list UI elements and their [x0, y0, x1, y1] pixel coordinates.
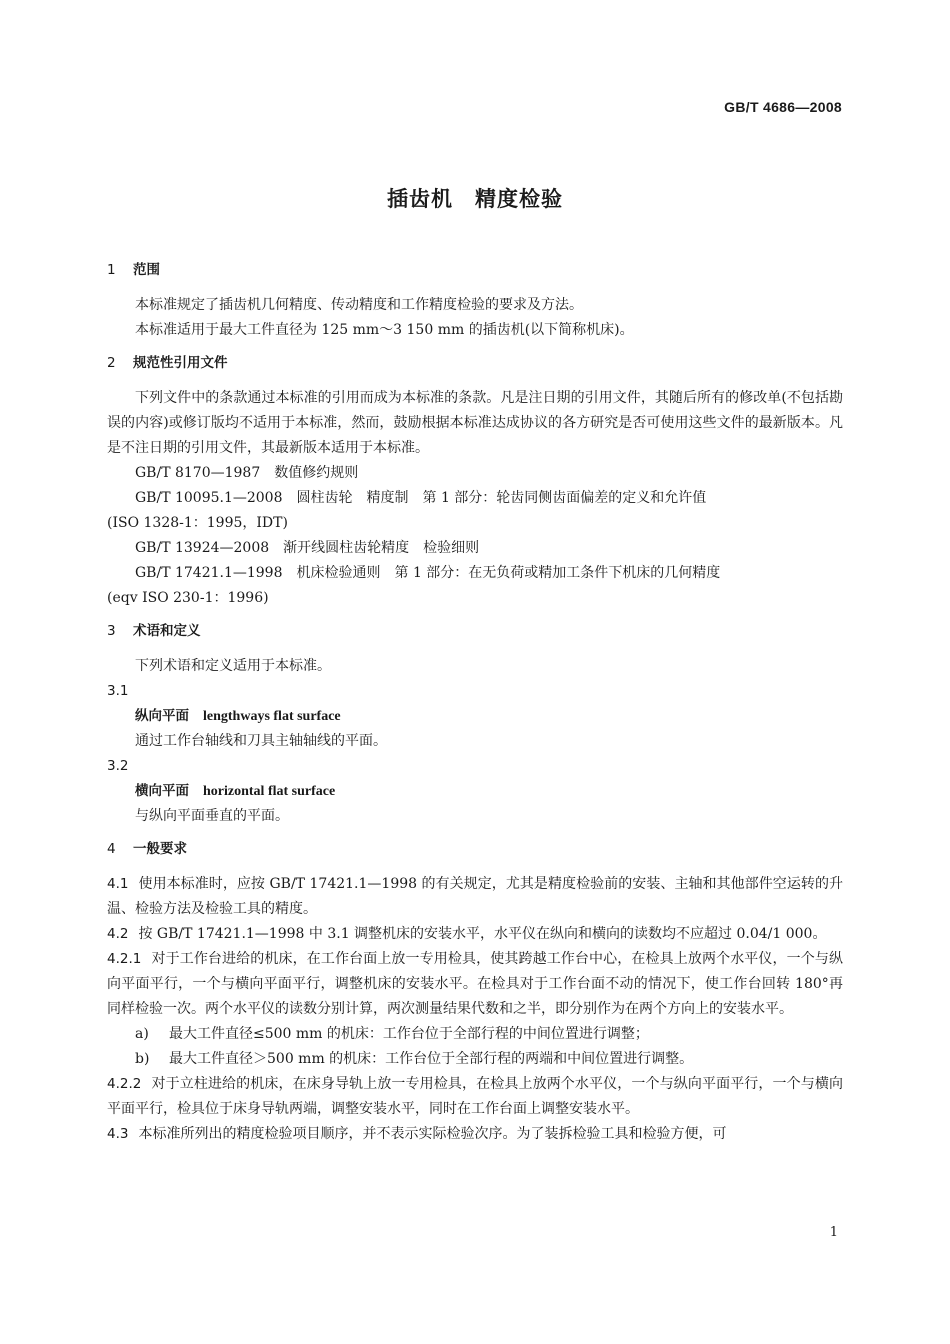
title-part-1: 插齿机	[387, 187, 453, 211]
reference-2-cont: (ISO 1328-1：1995，IDT)	[107, 515, 288, 531]
list-item-b: b) 最大工件直径＞500 mm 的机床：工作台位于全部行程的两端和中间位置进行调整。	[135, 1051, 694, 1067]
term-1-definition: 通过工作台轴线和刀具主轴轴线的平面。	[135, 733, 387, 749]
page-number: 1	[829, 1225, 838, 1240]
section-4-heading: 4 一般要求	[107, 841, 187, 857]
document-title	[0, 183, 950, 213]
document-body	[107, 258, 843, 1147]
reference-4-cont: (eqv ISO 230-1：1996)	[107, 590, 269, 606]
term-2-definition: 与纵向平面垂直的平面。	[135, 808, 289, 824]
clause-4-3: 4.3 本标准所列出的精度检验项目顺序，并不表示实际检验次序。为了装拆检验工具和检验方便，可	[107, 1126, 727, 1142]
clause-4-2-2: 4.2.2 对于立柱进给的机床，在床身导轨上放一专用检具，在检具上放两个水平仪，一个与纵向平面平行，一个与横向平面平行，检具位于床身导轨两端，调整安装水平，同时在工作台面上调整安装水平。	[107, 1076, 843, 1117]
clause-4-2: 4.2 按 GB/T 17421.1—1998 中 3.1 调整机床的安装水平，水平仪在纵向和横向的读数均不应超过 0.04/1 000。	[107, 926, 827, 942]
term-2: 横向平面 horizontal flat surface	[135, 783, 336, 799]
reference-4: GB/T 17421.1—1998 机床检验通则 第 1 部分：在无负荷或精加工条件下机床的几何精度	[135, 565, 721, 581]
reference-1: GB/T 8170—1987 数值修约规则	[135, 465, 359, 481]
section-1-heading: 1 范围	[107, 262, 160, 278]
term-1: 纵向平面 lengthways flat surface	[135, 708, 341, 724]
section-3-intro: 下列术语和定义适用于本标准。	[135, 658, 331, 674]
section-2-intro: 下列文件中的条款通过本标准的引用而成为本标准的条款。凡是注日期的引用文件，其随后所有的修改单(不包括勘误的内容)或修订版均不适用于本标准，然而，鼓励根据本标准达成协议的各方研究是否可使用这些文件的最新版本。凡是不注日期的引用文件，其最新版本适用于本标准。	[107, 390, 843, 456]
section-2-heading: 2 规范性引用文件	[107, 355, 228, 371]
clause-4-1: 4.1 使用本标准时，应按 GB/T 17421.1—1998 的有关规定，尤其是精度检验前的安装、主轴和其他部件空运转的升温、检验方法及检验工具的精度。	[107, 876, 843, 917]
term-2-number: 3.2	[107, 758, 129, 774]
list-item-a: a) 最大工件直径≤500 mm 的机床：工作台位于全部行程的中间位置进行调整；	[135, 1026, 649, 1042]
standard-code: GB/T 4686—2008	[724, 99, 842, 115]
term-1-number: 3.1	[107, 683, 129, 699]
reference-3: GB/T 13924—2008 渐开线圆柱齿轮精度 检验细则	[135, 540, 480, 556]
clause-4-2-1: 4.2.1 对于工作台进给的机床，在工作台面上放一专用检具，使其跨越工作台中心，在检具上放两个水平仪，一个与纵向平面平行，一个与横向平面平行，调整机床的安装水平。在检具对于工作台面不动的情况下，使工作台回转 180°再同样检验一次。两个水平仪的读数分别计算，两次测量结果代数和之半，即分别作为在两个方向上的安装水平。	[107, 951, 843, 1017]
section-1-para-2: 本标准适用于最大工件直径为 125 mm～3 150 mm 的插齿机(以下简称机床)。	[135, 322, 634, 338]
section-1-para-1: 本标准规定了插齿机几何精度、传动精度和工作精度检验的要求及方法。	[135, 297, 583, 313]
reference-2: GB/T 10095.1—2008 圆柱齿轮 精度制 第 1 部分：轮齿同侧齿面偏差的定义和允许值	[135, 490, 707, 506]
section-3-heading: 3 术语和定义	[107, 623, 201, 639]
title-part-2: 精度检验	[475, 187, 563, 211]
